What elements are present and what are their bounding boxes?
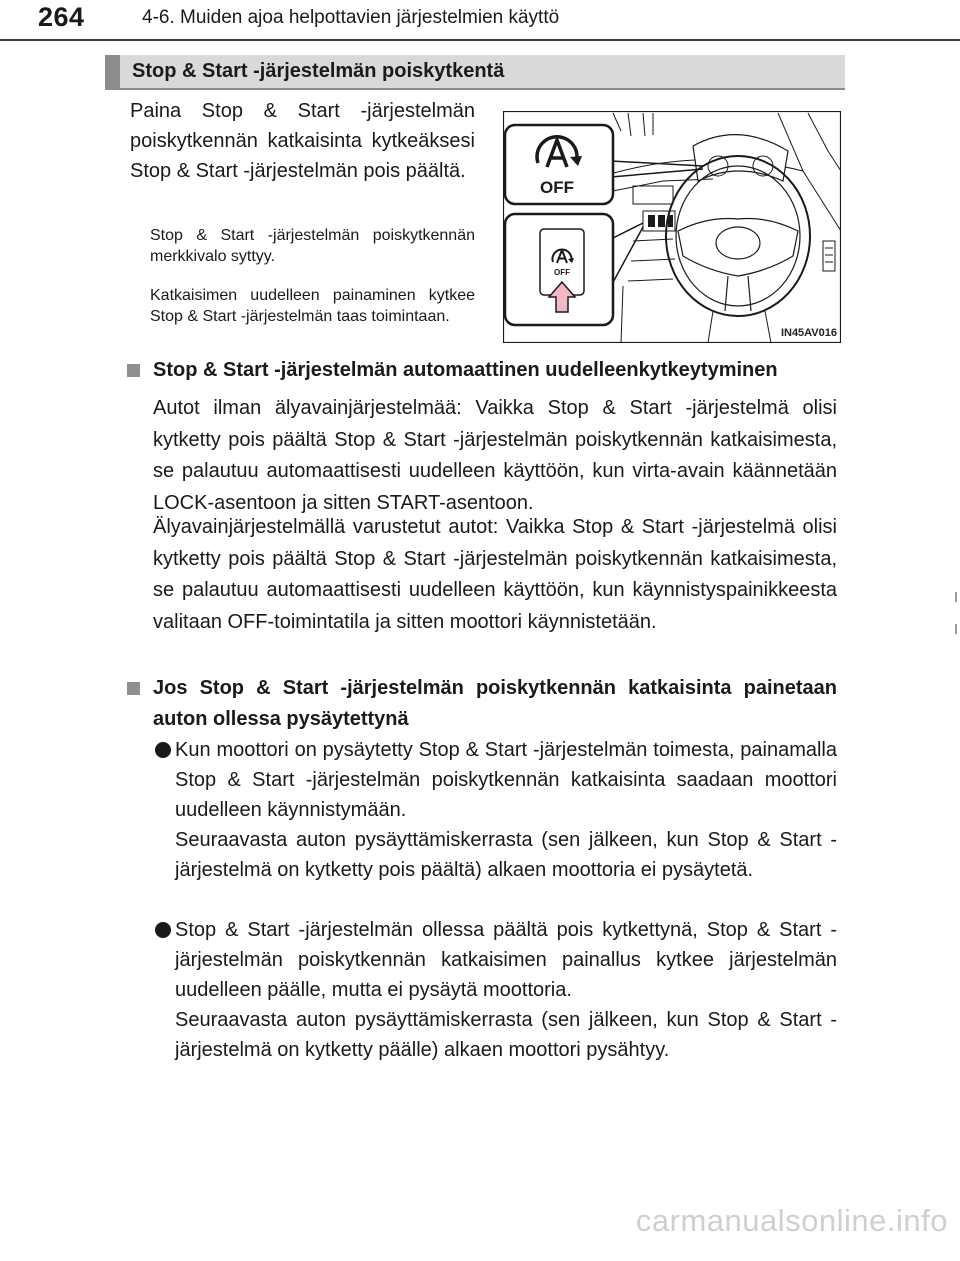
bullet-system-off-note: Seuraavasta auton pysäyttämiskerrasta (sen jälkeen, kun Stop & Start -järjestelmä on kytketty päälle) alkaen moottori pysähtyy. bbox=[175, 1009, 837, 1061]
figure-code: IN45AV016 bbox=[780, 327, 837, 339]
bullet-system-off: Stop & Start -järjestelmän ollessa päältä pois kytkettynä, Stop & Start -järjestelmän poiskytkennän katkaisimen painallus kytkee järjestelmän uudelleen päälle, mutta ei pysäytä moottoria. bbox=[175, 919, 837, 1001]
dashboard-illustration bbox=[503, 111, 841, 343]
chapter-title: 4-6. Muiden ajoa helpottavien järjestelmien käyttö bbox=[142, 7, 560, 28]
section-title-bar bbox=[105, 55, 845, 88]
bullet-engine-stopped: Kun moottori on pysäytetty Stop & Start -järjestelmän toimesta, painamalla Stop & Start -järjestelmän poiskytkennän katkaisinta saadaan moottori uudelleen käynnistymään. bbox=[175, 739, 837, 821]
bullet-dot-icon bbox=[155, 742, 171, 758]
square-bullet-icon bbox=[127, 364, 140, 377]
square-bullet-icon bbox=[127, 682, 140, 695]
margin-mark bbox=[955, 592, 957, 602]
indicator-off-label: OFF bbox=[540, 178, 574, 197]
paragraph-smart-key: Älyavainjärjestelmällä varustetut autot: Vaikka Stop & Start -järjestelmä olisi kytketty pois päältä Stop & Start -järjestelmän poiskytkennän katkaisimesta, se palautuu automaattisesti uudelleen käyttöön, kun käynnistyspainikkeesta valitaan OFF-toimintatila ja sitten moottori käynnistetään. bbox=[153, 516, 837, 633]
paragraph-no-smart-key: Autot ilman älyavainjärjestelmää: Vaikka Stop & Start -järjestelmä olisi kytketty pois päältä Stop & Start -järjestelmän poiskytkennän katkaisimesta, se palautuu automaattisesti uudelleen käyttöön, kun virta-avain käännetään LOCK-asentoon ja sitten START-asentoon. bbox=[153, 397, 837, 514]
margin-mark bbox=[955, 624, 957, 634]
subheading-pressed-while-stopped: Jos Stop & Start -järjestelmän poiskytkennän katkaisinta painetaan auton ollessa pysäytettynä bbox=[153, 677, 837, 730]
switch-off-label: OFF bbox=[554, 268, 570, 277]
header-divider bbox=[0, 39, 960, 41]
subheading-auto-reactivation: Stop & Start -järjestelmän automaattinen uudelleenkytkeytyminen bbox=[153, 359, 778, 381]
note-press-again: Katkaisimen uudelleen painaminen kytkee Stop & Start -järjestelmän taas toimintaan. bbox=[150, 287, 475, 325]
note-indicator-light: Stop & Start -järjestelmän poiskytkennän merkkivalo syttyy. bbox=[150, 227, 475, 265]
section-title: Stop & Start -järjestelmän poiskytkentä bbox=[132, 60, 505, 82]
page-number: 264 bbox=[38, 2, 85, 32]
dashboard-drawing bbox=[503, 111, 841, 343]
intro-paragraph: Paina Stop & Start -järjestelmän poiskytkennän katkaisinta kytkeäksesi Stop & Start -järjestelmän pois päältä. bbox=[130, 100, 475, 182]
bullet-engine-stopped-note: Seuraavasta auton pysäyttämiskerrasta (sen jälkeen, kun Stop & Start -järjestelmä on kytketty pois päältä) alkaen moottoria ei pysäytetä. bbox=[175, 829, 837, 881]
bullet-dot-icon bbox=[155, 922, 171, 938]
watermark: carmanualsonline.info bbox=[635, 1203, 948, 1238]
section-title-underline bbox=[105, 88, 845, 90]
